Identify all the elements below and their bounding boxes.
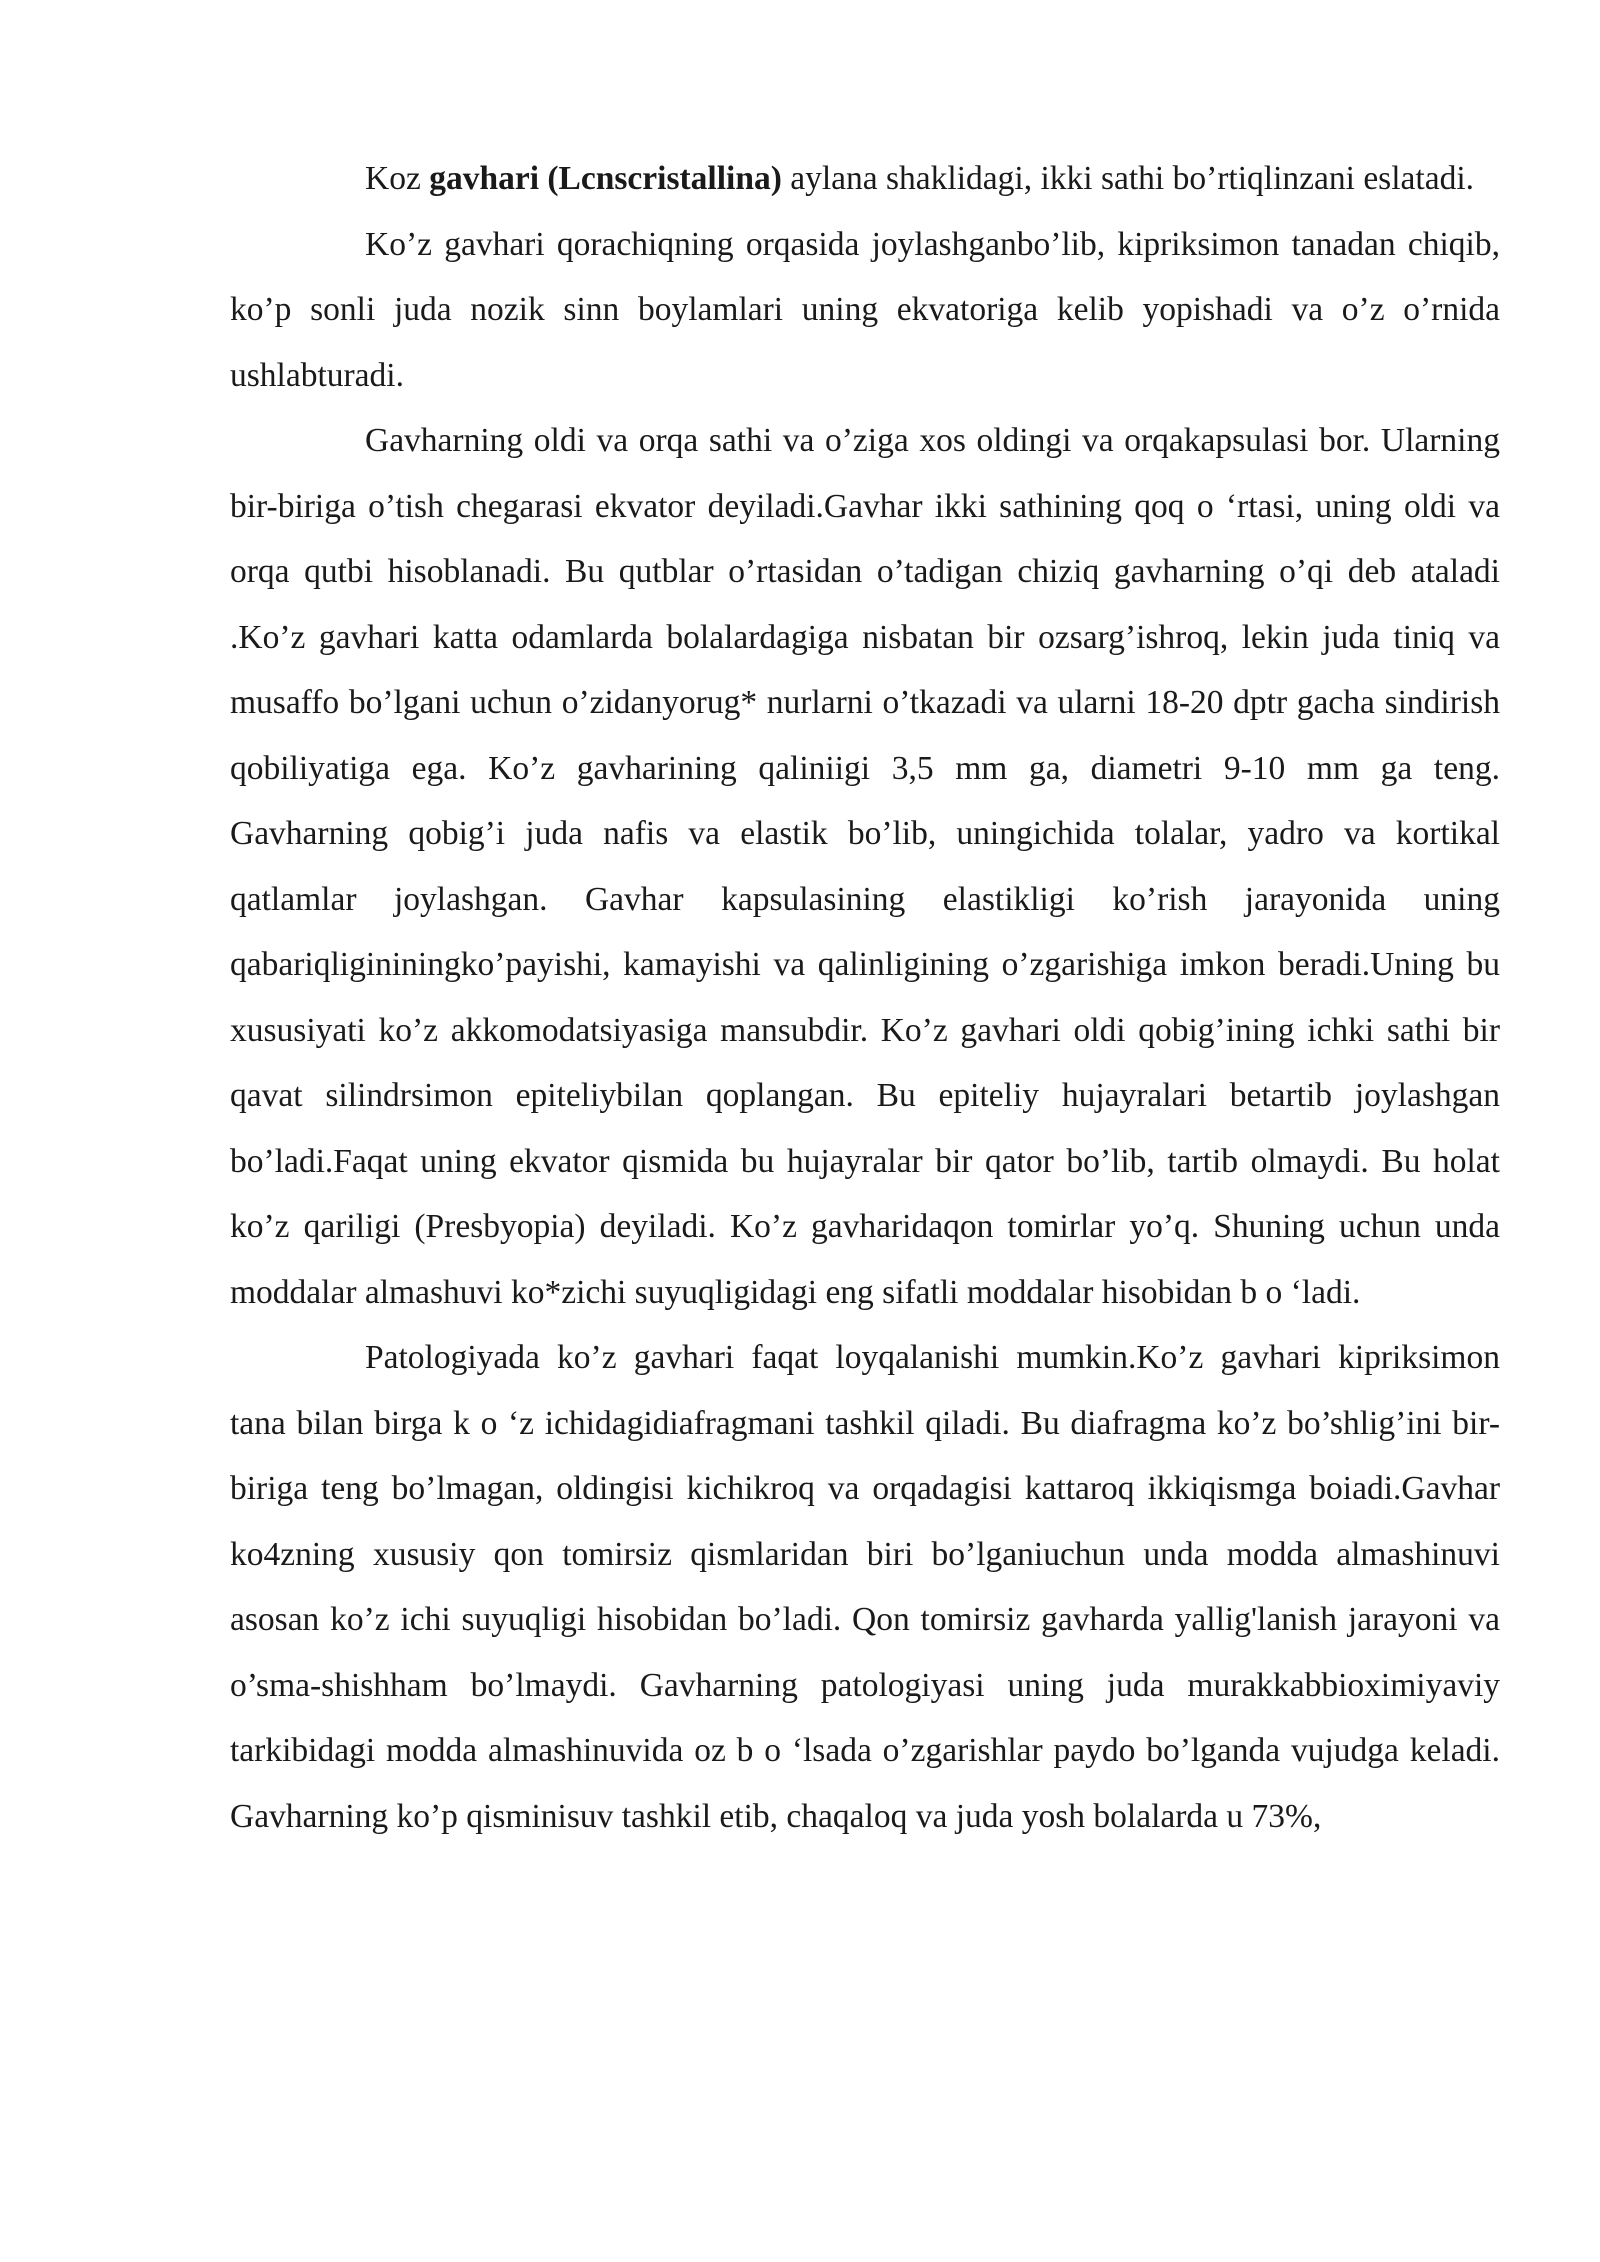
paragraph-text: Ko’z gavhari qorachiqning orqasida joylashganbo’lib, kipriksimon tanadan chiqib, ko’p sonli juda nozik sinn boylamlari uning ekvatoriga kelib yopishadi va o’z o’rnida ushlabturadi. [230,225,1500,394]
paragraph-lens-pathology [230,1325,1500,1849]
lens-term-bold: gavhari (Lcnscristallina) [429,160,782,197]
paragraph-lens-structure [230,408,1500,1325]
paragraph-lens-position [230,212,1500,409]
paragraph-text: Patologiyada ko’z gavhari faqat loyqalanishi mumkin.Ko’z gavhari kipriksimon tana bilan birga k o ‘z ichidagidiafragmani tashkil qiladi. Bu diafragma ko’z bo’shlig’ini bir-biriga teng bo’lmagan, oldingisi kichikroq va orqadagisi kattaroq ikkiqismga boiadi.Gavhar ko4zning xususiy qon tomirsiz qismlaridan biri bo’lganiuchun unda modda almashinuvi asosan ko’z ichi suyuqligi hisobidan bo’ladi. Qon tomirsiz gavharda yallig'lanish jarayoni va o’sma-shishham bo’lmaydi. Gavharning patologiyasi uning juda murakkabbioximiyaviy tarkibidagi modda almashinuvida oz b o ‘lsada o’zgarishlar paydo bo’lganda vujudga keladi. Gavharning ko’p qisminisuv tashkil etib, chaqaloq va juda yosh bolalarda u 73%, [230,1339,1500,1835]
paragraph-text: aylana shaklidagi, ikki sathi bo’rtiqlinzani eslatadi. [781,160,1475,197]
paragraph-lens-definition [230,146,1500,212]
paragraph-text: Gavharning oldi va orqa sathi va o’ziga xos oldingi va orqakapsulasi bor. Ularning bir-biriga o’tish chegarasi ekvator deyiladi.Gavhar ikki sathining qoq o ‘rtasi, uning oldi va orqa qutbi hisoblanadi. Bu qutblar o’rtasidan o’tadigan chiziq gavharning o’qi deb ataladi .Ko’z gavhari katta odamlarda bolalardagiga nisbatan bir ozsarg’ishroq, lekin juda tiniq va musaffo bo’lgani uchun o’zidanyorug* nurlarni o’tkazadi va ularni 18-20 dptr gacha sindirish qobiliyatiga ega. Ko’z gavharining qaliniigi 3,5 mm ga, diametri 9-10 mm ga teng. Gavharning qobig’i juda nafis va elastik bo’lib, uningichida tolalar, yadro va kortikal qatlamlar joylashgan. Gavhar kapsulasining elastikligi ko’rish jarayonida uning qabariqligininingko’payishi, kamayishi va qalinligining o’zgarishiga imkon beradi.Uning bu xususiyati ko’z akkomodatsiyasiga mansubdir. Ko’z gavhari oldi qobig’ining ichki sathi bir qavat silindrsimon epiteliybilan qoplangan. Bu epiteliy hujayralari betartib joylashgan bo’ladi.Faqat uning ekvator qismida bu hujayralar bir qator bo’lib, tartib olmaydi. Bu holat ko’z qariligi (Presbyopia) deyiladi. Ko’z gavharidaqon tomirlar yo’q. Shuning uchun unda moddalar almashuvi ko*zichi suyuqligidagi eng sifatli moddalar hisobidan b o ‘ladi. [230,422,1500,1311]
document-body [230,146,1500,1849]
paragraph-lead-text: Koz [365,160,430,197]
